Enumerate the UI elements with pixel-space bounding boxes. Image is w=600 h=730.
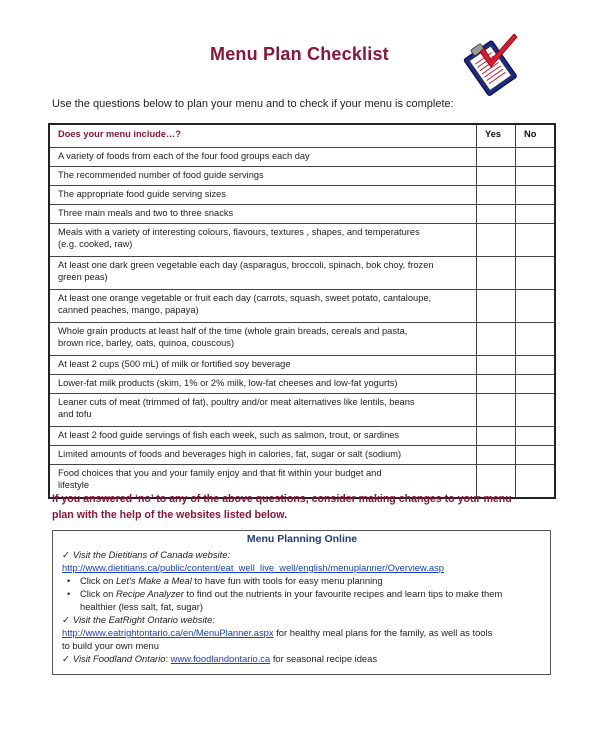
clipboard-checkmark-icon xyxy=(458,30,522,96)
question-line: The appropriate food guide serving sizes xyxy=(58,189,226,199)
bullet-text: healthier (less salt, fat, sugar) xyxy=(80,601,203,612)
no-checkbox-cell[interactable] xyxy=(516,323,556,356)
yes-checkbox-cell[interactable] xyxy=(477,148,516,167)
dietitians-site-label: Visit the Dietitians of Canada website: xyxy=(72,549,231,560)
question-line: Three main meals and two to three snacks xyxy=(58,208,234,218)
advice-period: . xyxy=(284,509,288,521)
foodland-site-line xyxy=(62,652,542,665)
yes-checkbox-cell[interactable] xyxy=(477,205,516,224)
question-line: Leaner cuts of meat (trimmed of fat), poultry and/or meat alternatives like lentils, beans xyxy=(58,397,415,407)
question-line: At least 2 cups (500 mL) of milk or fortified soy beverage xyxy=(58,359,291,369)
yes-checkbox-cell[interactable] xyxy=(477,257,516,290)
checklist-body xyxy=(49,148,555,499)
checklist-question xyxy=(49,290,477,323)
table-row xyxy=(49,427,555,446)
yes-checkbox-cell[interactable] xyxy=(477,446,516,465)
no-checkbox-cell[interactable] xyxy=(516,148,556,167)
foodland-url-link[interactable]: www.foodlandontario.ca xyxy=(170,653,271,664)
bullet-text: Click on xyxy=(80,588,116,599)
advice-line-2: plan with the help of the websites listed below xyxy=(52,509,285,521)
question-line: lifestyle xyxy=(58,480,90,490)
question-line: green peas) xyxy=(58,272,108,282)
advice-line-1: If you answered ‘no’ to any of the above questions, consider making changes to your menu xyxy=(52,493,512,505)
yes-checkbox-cell[interactable] xyxy=(477,167,516,186)
no-column-header: No xyxy=(516,124,556,148)
intro-text: Use the questions below to plan your menu and to check if your menu is complete: xyxy=(52,98,454,110)
dietitians-site-line xyxy=(62,548,542,561)
foodland-description: for seasonal recipe ideas xyxy=(270,653,378,664)
no-checkbox-cell[interactable] xyxy=(516,224,556,257)
checklist-question xyxy=(49,394,477,427)
page-title: Menu Plan Checklist xyxy=(210,44,389,64)
question-line: The recommended number of food guide servings xyxy=(58,170,264,180)
checklist-question xyxy=(49,167,477,186)
dietitians-url-link[interactable]: http://www.dietitians.ca/public/content/eat_well_live_well/english/menuplanner/Overview.asp xyxy=(62,562,444,573)
checklist-question xyxy=(49,446,477,465)
menu-planning-online-box xyxy=(52,530,551,675)
no-checkbox-cell[interactable] xyxy=(516,394,556,427)
table-row xyxy=(49,167,555,186)
table-row xyxy=(49,356,555,375)
bullet-text: to have fun with tools for easy menu planning xyxy=(191,575,383,586)
checklist-question xyxy=(49,257,477,290)
bullet-icon: • xyxy=(67,575,71,586)
table-row xyxy=(49,224,555,257)
checklist-table xyxy=(48,123,556,499)
checklist-question xyxy=(49,224,477,257)
no-checkbox-cell[interactable] xyxy=(516,427,556,446)
question-line: Whole grain products at least half of the time (whole grain breads, cereals and pasta, xyxy=(58,326,408,336)
no-checkbox-cell[interactable] xyxy=(516,167,556,186)
checklist-question xyxy=(49,186,477,205)
table-row xyxy=(49,290,555,323)
table-row xyxy=(49,375,555,394)
table-row xyxy=(49,148,555,167)
no-checkbox-cell[interactable] xyxy=(516,446,556,465)
yes-checkbox-cell[interactable] xyxy=(477,375,516,394)
yes-column-header: Yes xyxy=(477,124,516,148)
checkmark-icon: ✓ xyxy=(62,614,70,625)
eatright-description-line2: to build your own menu xyxy=(62,640,159,651)
question-line: Food choices that you and your family enjoy and that fit within your budget and xyxy=(58,468,382,478)
bullet-text: to find out the nutrients in your favourite recipes and learn tips to make them xyxy=(183,588,503,599)
question-line: canned peaches, mango, papaya) xyxy=(58,305,199,315)
table-row xyxy=(49,257,555,290)
question-line: Limited amounts of foods and beverages high in calories, fat, sugar or salt (sodium) xyxy=(58,449,402,459)
question-line: and tofu xyxy=(58,409,92,419)
no-checkbox-cell[interactable] xyxy=(516,290,556,323)
no-checkbox-cell[interactable] xyxy=(516,257,556,290)
table-row xyxy=(49,446,555,465)
bullet-icon: • xyxy=(67,588,71,599)
table-row xyxy=(49,323,555,356)
yes-checkbox-cell[interactable] xyxy=(477,323,516,356)
checklist-question xyxy=(49,356,477,375)
foodland-site-label: Visit Foodland Ontario xyxy=(72,653,166,664)
no-checkbox-cell[interactable] xyxy=(516,356,556,375)
list-item xyxy=(62,587,542,613)
no-checkbox-cell[interactable] xyxy=(516,186,556,205)
advice-text xyxy=(52,491,542,523)
no-checkbox-cell[interactable] xyxy=(516,375,556,394)
question-line: At least one orange vegetable or fruit each day (carrots, squash, sweet potato, cantaloupe, xyxy=(58,293,432,303)
yes-checkbox-cell[interactable] xyxy=(477,356,516,375)
yes-checkbox-cell[interactable] xyxy=(477,186,516,205)
eatright-description: for healthy meal plans for the family, as well as tools xyxy=(273,627,493,638)
eatright-site-line xyxy=(62,613,542,626)
no-checkbox-cell[interactable] xyxy=(516,205,556,224)
table-row xyxy=(49,186,555,205)
question-column-header: Does your menu include…? xyxy=(49,124,477,148)
question-line: brown rice, barley, oats, quinoa, couscous) xyxy=(58,338,235,348)
yes-checkbox-cell[interactable] xyxy=(477,394,516,427)
checklist-question xyxy=(49,148,477,167)
bullet-text: Click on xyxy=(80,575,116,586)
eatright-site-label: Visit the EatRight Ontario website: xyxy=(72,614,215,625)
question-line: At least one dark green vegetable each day (asparagus, broccoli, spinach, bok choy, frozen xyxy=(58,260,434,270)
yes-checkbox-cell[interactable] xyxy=(477,224,516,257)
question-line: A variety of foods from each of the four food groups each day xyxy=(58,151,310,161)
question-line: (e.g. cooked, raw) xyxy=(58,239,133,249)
yes-checkbox-cell[interactable] xyxy=(477,427,516,446)
question-line: At least 2 food guide servings of fish each week, such as salmon, trout, or sardines xyxy=(58,430,400,440)
question-line: Lower-fat milk products (skim, 1% or 2% milk, low-fat cheeses and low-fat yogurts) xyxy=(58,378,398,388)
checkmark-icon: ✓ xyxy=(62,653,70,664)
table-row xyxy=(49,205,555,224)
yes-checkbox-cell[interactable] xyxy=(477,290,516,323)
checklist-question xyxy=(49,375,477,394)
question-line: Meals with a variety of interesting colours, flavours, textures , shapes, and temperatures xyxy=(58,227,420,237)
checklist-question xyxy=(49,427,477,446)
list-item xyxy=(62,574,542,587)
tool-name: Let’s Make a Meal xyxy=(115,575,192,586)
eatright-url-link[interactable]: http://www.eatrightontario.ca/en/MenuPlanner.aspx xyxy=(62,627,274,638)
checkmark-icon: ✓ xyxy=(62,549,70,560)
checklist-question xyxy=(49,323,477,356)
table-row xyxy=(49,394,555,427)
checklist-question xyxy=(49,205,477,224)
foodland-colon: : xyxy=(165,653,171,664)
tool-name: Recipe Analyzer xyxy=(115,588,184,599)
online-box-title: Menu Planning Online xyxy=(246,533,358,545)
